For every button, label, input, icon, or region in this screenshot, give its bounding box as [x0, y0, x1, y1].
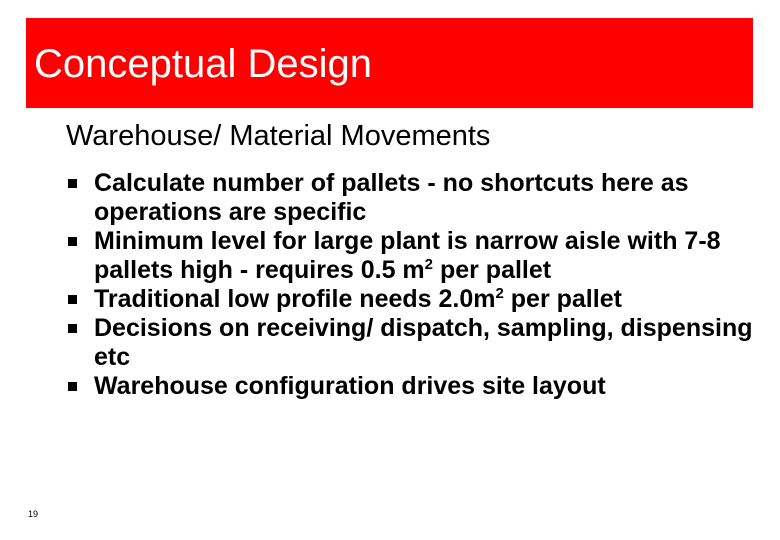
bullet-text — [94, 285, 756, 314]
bullet-text: Warehouse configuration drives site layout — [94, 372, 606, 400]
square-bullet-icon — [68, 324, 77, 333]
bullet-item — [66, 314, 756, 372]
bullet-item — [66, 227, 756, 285]
bullet-item — [66, 372, 756, 401]
page-number: 19 — [28, 509, 39, 519]
square-bullet-icon — [68, 237, 77, 246]
superscript: 2 — [424, 256, 433, 273]
bullet-text-tail: per pallet — [433, 256, 552, 284]
bullet-text-main: Minimum level for large plant is narrow aisle with 7-8 pallets high - requires 0.5 m — [94, 227, 721, 284]
square-bullet-icon — [68, 179, 77, 188]
title-bar — [26, 18, 753, 108]
bullet-text — [94, 227, 756, 285]
square-bullet-icon — [68, 382, 77, 391]
superscript: 2 — [495, 285, 504, 302]
bullet-text-main: Traditional low profile needs 2.0m — [94, 285, 496, 313]
bullet-text: Decisions on receiving/ dispatch, sampling, dispensing etc — [94, 314, 753, 371]
slide-title: Conceptual Design — [34, 42, 372, 86]
square-bullet-icon — [68, 295, 77, 304]
bullet-item — [66, 285, 756, 314]
section-heading: Warehouse/ Material Movements — [66, 120, 491, 152]
bullet-item — [66, 169, 756, 227]
bullet-list — [66, 169, 756, 401]
bullet-text-tail: per pallet — [503, 285, 622, 313]
bullet-text: Calculate number of pallets - no shortcuts here as operations are specific — [94, 169, 689, 226]
